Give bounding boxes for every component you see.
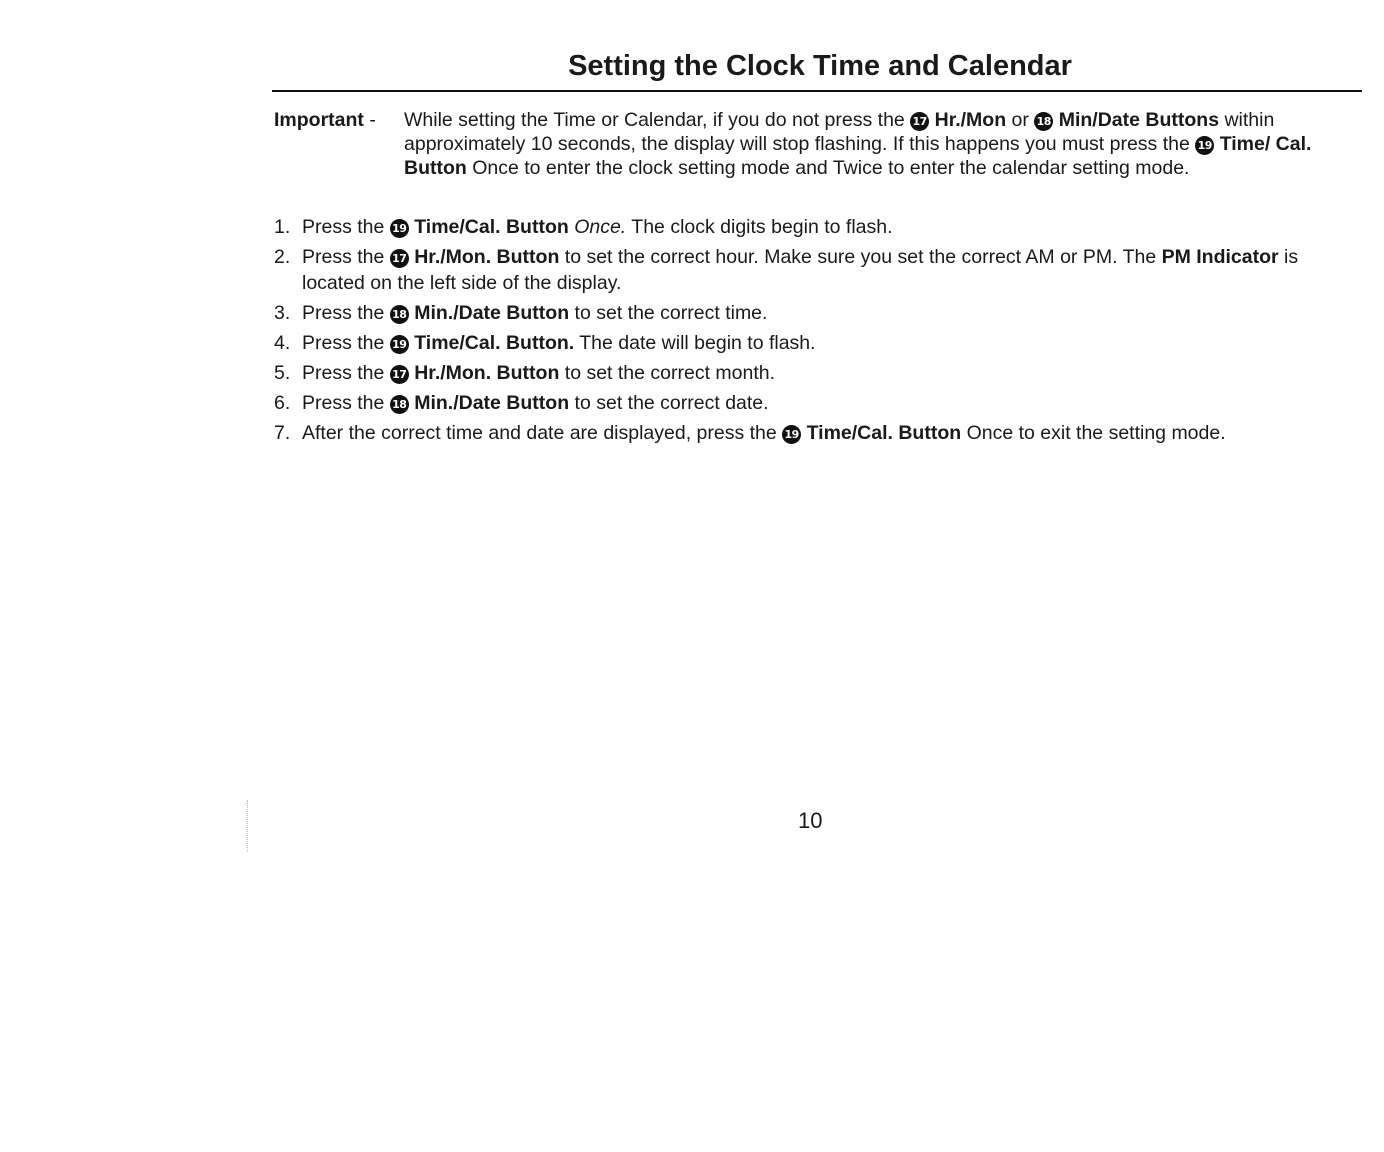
title-underline	[272, 90, 1362, 92]
important-dash: -	[369, 109, 376, 131]
steps-list	[274, 214, 1366, 450]
step-item: 3. Press the 18 Min./Date Button to set the correct time.	[274, 302, 768, 324]
button-19-badge-icon: 19	[1195, 136, 1214, 155]
step-item: 4. Press the 19 Time/Cal. Button. The date will begin to flash.	[274, 332, 816, 354]
button-17-badge-icon: 17	[390, 249, 409, 268]
step-item: 7. After the correct time and date are displayed, press the 19 Time/Cal. Button Once to exit the setting mode.	[274, 422, 1226, 444]
button-17-badge-icon: 17	[390, 365, 409, 384]
button-18-badge-icon: 18	[390, 305, 409, 324]
button-18-badge-icon: 18	[1034, 112, 1053, 131]
step-item: 2. Press the 17 Hr./Mon. Button to set the correct hour. Make sure you set the correct AM or PM. The PM Indicator is located on the left side of the display.	[274, 246, 1299, 294]
margin-mark	[247, 800, 248, 852]
step-item: 5. Press the 17 Hr./Mon. Button to set the correct month.	[274, 362, 776, 384]
important-label: Important	[274, 109, 364, 131]
page-number: 10	[798, 808, 823, 833]
step-item: 6. Press the 18 Min./Date Button to set the correct date.	[274, 392, 769, 414]
page-title: Setting the Clock Time and Calendar	[568, 50, 1072, 82]
button-19-badge-icon: 19	[390, 219, 409, 238]
button-19-badge-icon: 19	[390, 335, 409, 354]
important-note	[274, 108, 1366, 180]
button-17-badge-icon: 17	[910, 112, 929, 131]
button-19-badge-icon: 19	[782, 425, 801, 444]
button-18-badge-icon: 18	[390, 395, 409, 414]
important-text: While setting the Time or Calendar, if you do not press the 17 Hr./Mon or 18 Min/Date Buttons within approximately 10 seconds, the display will stop flashing. If this happens you must press the 19 Time/ Cal. Button Once to enter the clock setting mode and Twice to enter the calendar setting mode.	[404, 109, 1312, 179]
step-item: 1. Press the 19 Time/Cal. Button Once. The clock digits begin to flash.	[274, 216, 893, 238]
